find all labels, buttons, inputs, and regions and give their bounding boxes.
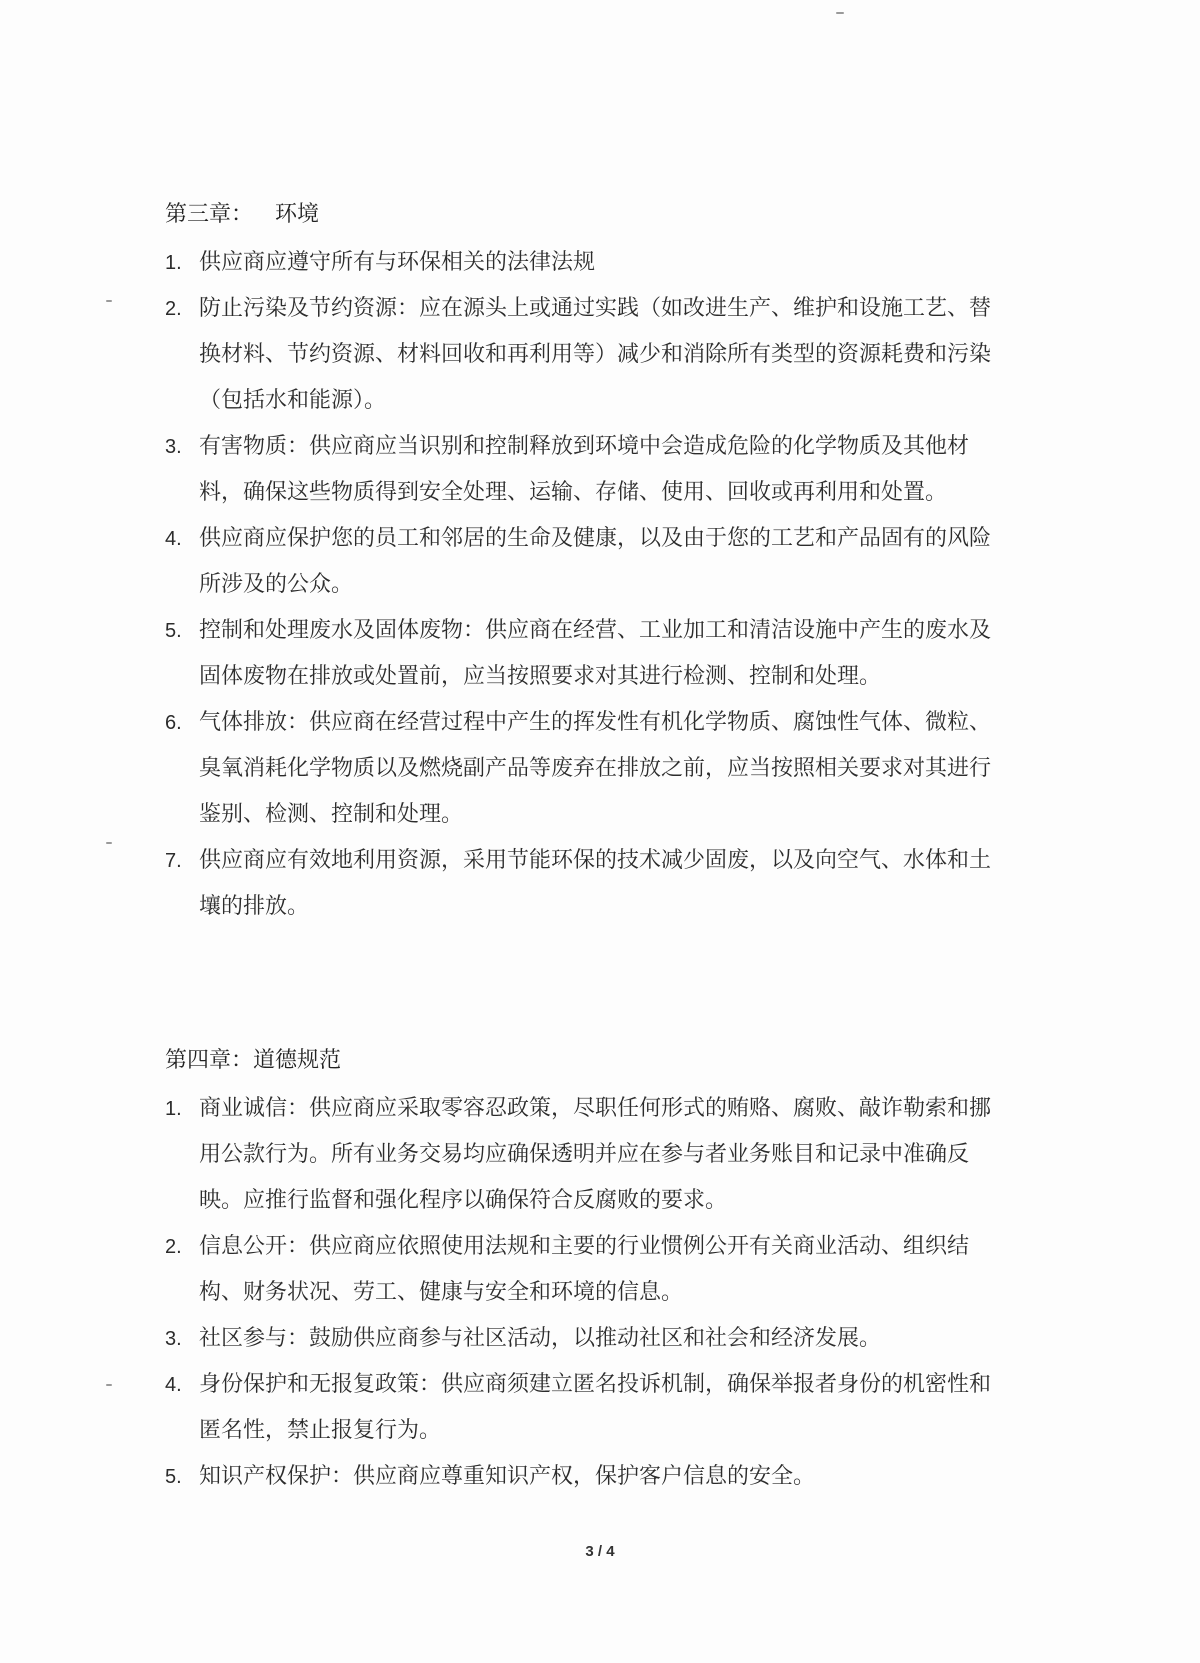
- list-item: [165, 838, 1005, 930]
- chapter-4-list: [165, 1086, 1005, 1500]
- item-text: 身份保护和无报复政策：供应商须建立匿名投诉机制，确保举报者身份的机密性和匿名性，禁止报复行为。: [199, 1372, 992, 1443]
- chapter-3-label: 第三章：: [165, 202, 254, 227]
- scan-speck: [106, 842, 112, 844]
- list-item: [165, 286, 1005, 424]
- item-text: 知识产权保护：供应商应尊重知识产权，保护客户信息的安全。: [199, 1464, 816, 1489]
- list-item: [165, 424, 1005, 516]
- item-number: 6.: [165, 712, 182, 734]
- list-item: [165, 516, 1005, 608]
- item-text: 供应商应保护您的员工和邻居的生命及健康，以及由于您的工艺和产品固有的风险所涉及的公众。: [199, 526, 992, 597]
- item-number: 1.: [165, 1098, 182, 1120]
- item-number: 5.: [165, 620, 182, 642]
- item-text: 有害物质：供应商应当识别和控制释放到环境中会造成危险的化学物质及其他材料，确保这些物质得到安全处理、运输、存储、使用、回收或再利用和处置。: [199, 434, 970, 505]
- chapter-3-section: [165, 200, 1005, 930]
- scan-speck: [106, 300, 112, 302]
- item-text: 商业诚信：供应商应采取零容忍政策，尽职任何形式的贿赂、腐败、敲诈勒索和挪用公款行为。所有业务交易均应确保透明并应在参与者业务账目和记录中准确反映。应推行监督和强化程序以确保符合反腐败的要求。: [199, 1096, 992, 1213]
- item-text: 防止污染及节约资源：应在源头上或通过实践（如改进生产、维护和设施工艺、替换材料、节约资源、材料回收和再利用等）减少和消除所有类型的资源耗费和污染（包括水和能源）。: [199, 296, 992, 413]
- item-text: 信息公开：供应商应依照使用法规和主要的行业惯例公开有关商业活动、组织结构、财务状况、劳工、健康与安全和环境的信息。: [199, 1234, 970, 1305]
- list-item: [165, 1224, 1005, 1316]
- chapter-3-title: 环境: [275, 202, 320, 227]
- item-text: 供应商应遵守所有与环保相关的法律法规: [199, 250, 596, 275]
- chapter-3-list: [165, 240, 1005, 930]
- list-item: [165, 1454, 1005, 1500]
- chapter-4-title: 道德规范: [253, 1048, 342, 1073]
- list-item: [165, 1362, 1005, 1454]
- item-text: 控制和处理废水及固体废物：供应商在经营、工业加工和清洁设施中产生的废水及固体废物在排放或处置前，应当按照要求对其进行检测、控制和处理。: [199, 618, 992, 689]
- item-number: 3.: [165, 436, 182, 458]
- item-number: 4.: [165, 1374, 182, 1396]
- chapter-4-label: 第四章：: [165, 1048, 254, 1073]
- item-number: 5.: [165, 1466, 182, 1488]
- item-number: 7.: [165, 850, 182, 872]
- item-number: 1.: [165, 252, 182, 274]
- item-number: 4.: [165, 528, 182, 550]
- list-item: [165, 700, 1005, 838]
- page-number: 3 / 4: [585, 1543, 615, 1560]
- item-number: 3.: [165, 1328, 182, 1350]
- item-text: 供应商应有效地利用资源，采用节能环保的技术减少固废，以及向空气、水体和土壤的排放。: [199, 848, 992, 919]
- scan-speck: [106, 1384, 112, 1386]
- list-item: [165, 1316, 1005, 1362]
- chapter-4-heading: [165, 1046, 1005, 1076]
- item-text: 气体排放：供应商在经营过程中产生的挥发性有机化学物质、腐蚀性气体、微粒、臭氧消耗化学物质以及燃烧副产品等废弃在排放之前，应当按照相关要求对其进行鉴别、检测、控制和处理。: [199, 710, 992, 827]
- list-item: [165, 1086, 1005, 1224]
- list-item: [165, 608, 1005, 700]
- chapter-3-heading: [165, 200, 1005, 230]
- item-number: 2.: [165, 1236, 182, 1258]
- chapter-4-section: [165, 1046, 1005, 1500]
- scan-speck: [836, 12, 844, 14]
- list-item: [165, 240, 1005, 286]
- item-number: 2.: [165, 298, 182, 320]
- item-text: 社区参与：鼓励供应商参与社区活动，以推动社区和社会和经济发展。: [199, 1326, 882, 1351]
